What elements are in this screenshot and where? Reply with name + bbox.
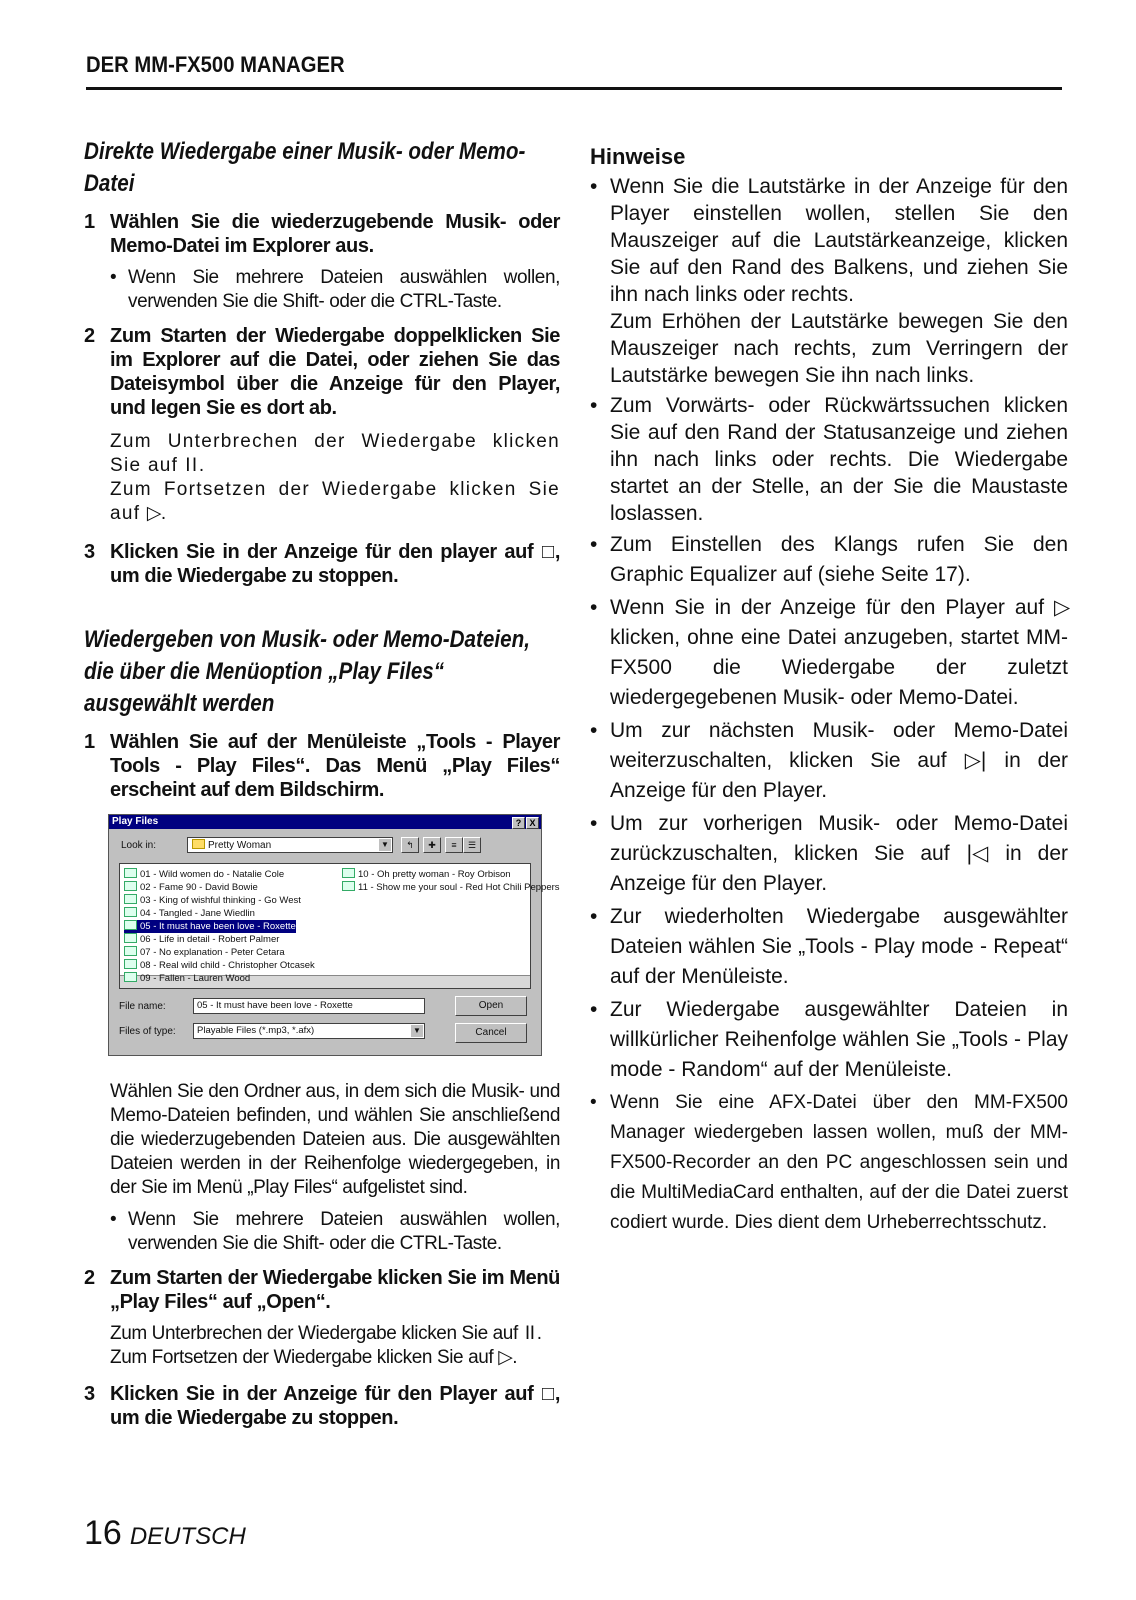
audio-file-icon (124, 894, 137, 904)
s1-step1-bullet: • Wenn Sie mehrere Dateien auswählen wollen, verwenden Sie die Shift- oder die CTRL-Taste. (110, 267, 560, 312)
footer-language: DEUTSCH (129, 1523, 246, 1550)
dialog-titlebar: Play Files ? X (109, 815, 541, 829)
audio-file-icon (124, 972, 137, 982)
s2-step2-resume: Zum Fortsetzen der Wiedergabe klicken Sie auf ▷. (110, 1347, 518, 1368)
up-folder-icon[interactable]: ↰ (401, 837, 419, 853)
file-list-item[interactable]: 03 - King of wishful thinking - Go West (124, 894, 301, 907)
help-icon[interactable]: ? (512, 817, 525, 829)
file-list-item[interactable]: 05 - It must have been love - Roxette (124, 920, 296, 933)
note-afx: • Wenn Sie eine AFX-Datei über den MM-FX500 Manager wiedergeben lassen wollen, muß der MM-FX500-Recorder an den PC angeschlossen sein und die MultiMediaCard enthalten, auf der die Datei zuerst codiert wurde. Dies dient dem Urheberrechtsschutz. (590, 1092, 1068, 1233)
note-equalizer: • Zum Einstellen des Klangs rufen Sie den Graphic Equalizer auf (siehe Seite 17). (590, 533, 1068, 586)
section1-title: Direkte Wiedergabe einer Musik- oder Memo-Datei (84, 138, 526, 197)
pause-icon: II (524, 1323, 535, 1344)
file-list-item[interactable]: 11 - Show me your soul - Red Hot Chili Peppers (342, 881, 560, 894)
s1-step3: 3 Klicken Sie in der Anzeige für den player auf □, um die Wiedergabe zu stoppen. (84, 541, 560, 587)
file-list-item[interactable]: 04 - Tangled - Jane Wiedlin (124, 907, 255, 920)
details-view-icon[interactable]: ☰ (463, 837, 481, 853)
audio-file-icon (124, 868, 137, 878)
new-folder-icon[interactable]: ✚ (423, 837, 441, 853)
page-number: 16 (84, 1514, 122, 1552)
s2-para: Wählen Sie den Ordner aus, in dem sich die Musik- und Memo-Dateien befinden, und wählen Sie anschließend die wiederzugebenden Dateien aus. Die ausgewählten Dateien werden in der Reihenfolge wiedergegeben, in der Sie im Menü „Play Files“ aufgelistet sind. (110, 1081, 560, 1198)
file-type-label: Files of type: (119, 1026, 176, 1037)
header-rule (86, 87, 1062, 90)
play-icon: ▷ (1054, 596, 1071, 619)
file-list-item[interactable]: 02 - Fame 90 - David Bowie (124, 881, 258, 894)
audio-file-icon (124, 907, 137, 917)
notes-title: Hinweise (590, 144, 686, 169)
left-column (84, 136, 560, 1430)
s2-step1: 1 Wählen Sie auf der Menüleiste „Tools - Player Tools - Play Files“. Das Menü „Play Files“ erscheint auf dem Bildschirm. (84, 731, 560, 801)
play-files-dialog (108, 814, 560, 1056)
audio-file-icon (342, 881, 355, 891)
s2-bullet: • Wenn Sie mehrere Dateien auswählen wollen, verwenden Sie die Shift- oder die CTRL-Taste. (110, 1209, 560, 1254)
pause-icon: II (185, 455, 199, 476)
file-list-item[interactable]: 08 - Real wild child - Christopher Otcasek (124, 959, 315, 972)
file-list-item[interactable]: 06 - Life in detail - Robert Palmer (124, 933, 279, 946)
section2-title: Wiedergeben von Musik- oder Memo-Dateien, die über die Menüoption „Play Files“ ausgewählt werden (84, 626, 530, 717)
page-footer (84, 1514, 246, 1553)
s2-step2: 2 Zum Starten der Wiedergabe klicken Sie im Menü „Play Files“ auf „Open“. (84, 1267, 560, 1313)
s2-step2-pause: Zum Unterbrechen der Wiedergabe klicken Sie auf II . (110, 1323, 542, 1344)
file-list-item[interactable]: 09 - Fallen - Lauren Wood (124, 972, 250, 985)
note-play-last: • Wenn Sie in der Anzeige für den Player auf ▷ klicken, ohne eine Datei anzugeben, startet MM-FX500 die Wiedergabe der zuletzt wiedergegebenen Musik- oder Memo-Datei. (590, 593, 1068, 713)
file-list-item[interactable]: 07 - No explanation - Peter Cetara (124, 946, 285, 959)
note-previous: • Um zur vorherigen Musik- oder Memo-Datei zurückzuschalten, klicken Sie auf |◁ in der Anzeige für den Player. (590, 812, 1068, 895)
chevron-down-icon[interactable]: ▼ (411, 1025, 423, 1037)
cancel-button[interactable]: Cancel (455, 1023, 527, 1043)
file-list-item[interactable]: 10 - Oh pretty woman - Roy Orbison (342, 868, 511, 881)
note-seek: • Zum Vorwärts- oder Rückwärtssuchen klicken Sie auf den Rand der Statusanzeige und ziehen ihn nach links oder rechts. Die Wiedergabe startet an der Stelle, an der Sie die Maustaste loslassen. (590, 394, 1068, 525)
audio-file-icon (124, 920, 137, 930)
look-in-select[interactable]: Pretty Woman ▼ (187, 837, 393, 853)
stop-icon: □ (541, 1383, 554, 1405)
look-in-label: Look in: (121, 840, 157, 851)
s2-step3: 3 Klicken Sie in der Anzeige für den Player auf □, um die Wiedergabe zu stoppen. (84, 1383, 560, 1429)
file-name-label: File name: (119, 1001, 166, 1012)
chevron-down-icon[interactable]: ▼ (379, 839, 391, 851)
file-type-select[interactable]: Playable Files (*.mp3, *.afx) ▼ (193, 1023, 425, 1039)
play-icon: ▷ (498, 1347, 513, 1368)
play-icon: ▷ (146, 503, 163, 524)
audio-file-icon (124, 933, 137, 943)
next-track-icon: ▷| (964, 749, 987, 772)
audio-file-icon (342, 868, 355, 878)
page-header: DER MM-FX500 MANAGER (86, 52, 345, 77)
close-icon[interactable]: X (526, 817, 539, 829)
s1-step1: 1 Wählen Sie die wiederzugebende Musik- oder Memo-Datei im Explorer aus. (84, 211, 560, 257)
audio-file-icon (124, 946, 137, 956)
previous-track-icon: |◁ (966, 842, 989, 865)
note-random: • Zur Wiedergabe ausgewählter Dateien in willkürlicher Reihenfolge wählen Sie „Tools - Play mode - Random“ auf der Menüleiste. (590, 998, 1068, 1081)
note-next: • Um zur nächsten Musik- oder Memo-Datei weiterzuschalten, klicken Sie auf ▷| in der Anzeige für den Player. (590, 719, 1068, 802)
audio-file-icon (124, 959, 137, 969)
s1-step2: 2 Zum Starten der Wiedergabe doppelklicken Sie im Explorer auf die Datei, oder ziehen Sie das Dateisymbol über die Anzeige für den Player, und legen Sie es dort ab. (84, 325, 560, 419)
note-repeat: • Zur wiederholten Wiedergabe ausgewählter Dateien wählen Sie „Tools - Play mode - Repeat“ auf der Menüleiste. (590, 905, 1068, 988)
file-list[interactable] (119, 863, 560, 989)
file-list-item[interactable]: 01 - Wild women do - Natalie Cole (124, 868, 284, 881)
stop-icon: □ (541, 541, 554, 563)
s1-step2-pause: Zum Unterbrechen der Wiedergabe klicken Sie auf II. (110, 431, 560, 476)
note-volume: • Wenn Sie die Lautstärke in der Anzeige für den Player einstellen wollen, stellen Sie den Mauszeiger auf die Lautstärkeanzeige, klicken Sie auf den Rand des Balkens, und ziehen Sie ihn nach links oder rechts. Zum Erhöhen der Lautstärke bewegen Sie den Mauszeiger nach rechts, zum Verringern der Lautstärke bewegen Sie ihn nach links. (590, 175, 1068, 387)
audio-file-icon (124, 881, 137, 891)
s1-step2-resume: Zum Fortsetzen der Wiedergabe klicken Sie auf ▷. (110, 479, 560, 524)
open-button[interactable]: Open (455, 996, 527, 1016)
folder-icon (192, 839, 205, 849)
file-name-input[interactable]: 05 - It must have been love - Roxette (193, 998, 425, 1014)
list-view-icon[interactable]: ≡ (445, 837, 463, 853)
right-column (590, 144, 1071, 1238)
